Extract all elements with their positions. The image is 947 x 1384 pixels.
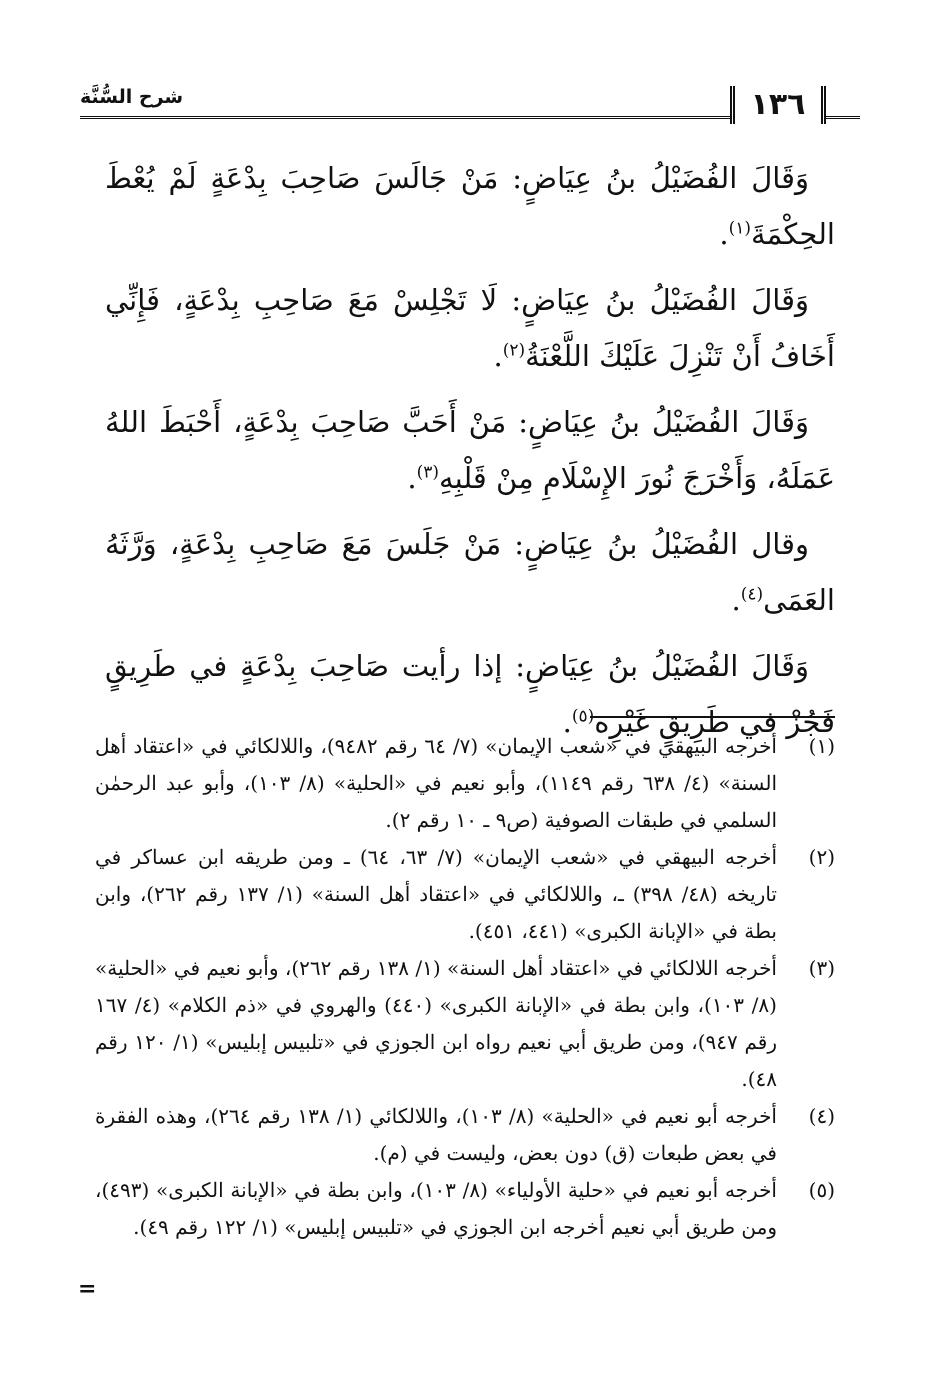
footnote-ref[interactable]: (١) [728, 218, 752, 239]
footnote-number: (٢) [808, 845, 835, 869]
footnote-ref[interactable]: (٣) [416, 462, 440, 483]
footnote-number: (٣) [808, 956, 835, 980]
paragraph-text: وَقَالَ الفُضَيْلُ بنُ عِيَاضٍ: مَنْ جَالَسَ صَاحِبَ بِدْعَةٍ لَمْ يُعْطَ الحِكْمَةَ [105, 161, 835, 251]
footnote-ref[interactable]: (٢) [502, 340, 526, 361]
paragraph [105, 516, 835, 628]
page-header [80, 80, 840, 128]
paragraph-end: . [562, 705, 572, 739]
paragraph [105, 272, 835, 384]
footnote [95, 1098, 835, 1172]
footnote-number: (١) [808, 734, 835, 758]
continuation-mark: = [78, 1276, 97, 1302]
footnote [95, 950, 835, 1098]
footnote [95, 1172, 835, 1246]
footnote-ref[interactable]: (٥) [571, 706, 595, 727]
footnote-text: أخرجه أبو نعيم في «الحلية» (٨/ ١٠٣)، واللالكائي (١/ ١٣٨ رقم ٢٦٤)، وهذه الفقرة في بعض طبعات (ق) دون بعض، وليست في (م). [95, 1104, 777, 1165]
footnote [95, 728, 835, 839]
footnote-text: أخرجه اللالكائي في «اعتقاد أهل السنة» (١/ ١٣٨ رقم ٢٦٢)، وأبو نعيم في «الحلية» (٨/ ١٠٣)، وابن بطة في «الإبانة الكبرى» (٤٤٠) والهروي في «ذم الكلام» (٤/ ١٦٧ رقم ٩٤٧)، ومن طريق أبي نعيم رواه ابن الجوزي في «تلبيس إبليس» (١/ ١٢٠ رقم ٤٨). [95, 956, 778, 1091]
paragraph-text: وَقَالَ الفُضَيْلُ بنُ عِيَاضٍ: لَا تَجْلِسْ مَعَ صَاحِبِ بِدْعَةٍ، فَإِنِّي أَخَافُ أَنْ تَنْزِلَ عَلَيْكَ اللَّعْنَةُ [105, 283, 835, 373]
footnote-number: (٥) [808, 1178, 835, 1202]
book-title: شرح السُّنَّة [80, 86, 189, 108]
header-rule-tail [826, 116, 860, 119]
footnotes [95, 728, 835, 1246]
paragraph-text: وقال الفُضَيْلُ بنُ عِيَاضٍ: مَنْ جَلَسَ مَعَ صَاحِبِ بِدْعَةٍ، وَرَّثَهُ العَمَى [105, 527, 835, 617]
paragraph [105, 394, 835, 506]
footnote-text: أخرجه البيهقي في «شعب الإيمان» (٧/ ٦٤ رقم ٩٤٨٢)، واللالكائي في «اعتقاد أهل السنة» (٤/ ٦٣٨ رقم ١١٤٩)، وأبو نعيم في «الحلية» (٨/ ١٠٣)، وأبو عبد الرحمٰن السلمي في طبقات الصوفية (ص٩ ـ ١٠ رقم ٢). [95, 734, 777, 832]
footnote-text: أخرجه أبو نعيم في «حلية الأولياء» (٨/ ١٠٣)، وابن بطة في «الإبانة الكبرى» (٤٩٣)، ومن طريق أبي نعيم أخرجه ابن الجوزي في «تلبيس إبليس» (١/ ١٢٢ رقم ٤٩). [95, 1178, 777, 1239]
paragraph-text: وَقَالَ الفُضَيْلُ بنُ عِيَاضٍ: إذا رأيت صَاحِبَ بِدْعَةٍ في طَرِيقٍ فَجُزْ في طَرِيقٍ غَيْرِه [105, 649, 835, 739]
paragraph-end: . [493, 339, 503, 373]
footnote [95, 839, 835, 950]
paragraph [105, 150, 835, 262]
footnote-number: (٤) [808, 1104, 835, 1128]
paragraph-end: . [407, 461, 417, 495]
page-number: ١٣٦ [730, 86, 826, 124]
paragraph-text: وَقَالَ الفُضَيْلُ بنُ عِيَاضٍ: مَنْ أَحَبَّ صَاحِبَ بِدْعَةٍ، أَحْبَطَ اللهُ عَمَلَهُ، وَأَخْرَجَ نُورَ الإِسْلَامِ مِنْ قَلْبِهِ [105, 405, 835, 495]
footnote-separator [590, 716, 835, 718]
footnote-ref[interactable]: (٤) [740, 584, 764, 605]
header-rule [80, 116, 840, 119]
paragraph-end: . [719, 217, 729, 251]
footnote-text: أخرجه البيهقي في «شعب الإيمان» (٧/ ٦٣، ٦٤) ـ ومن طريقه ابن عساكر في تاريخه (٤٨/ ٣٩٨) ـ، واللالكائي في «اعتقاد أهل السنة» (١/ ١٣٧ رقم ٢٦٢)، وابن بطة في «الإبانة الكبرى» (٤٤١، ٤٥١). [95, 845, 778, 943]
paragraph-end: . [731, 583, 741, 617]
main-text [105, 150, 835, 760]
